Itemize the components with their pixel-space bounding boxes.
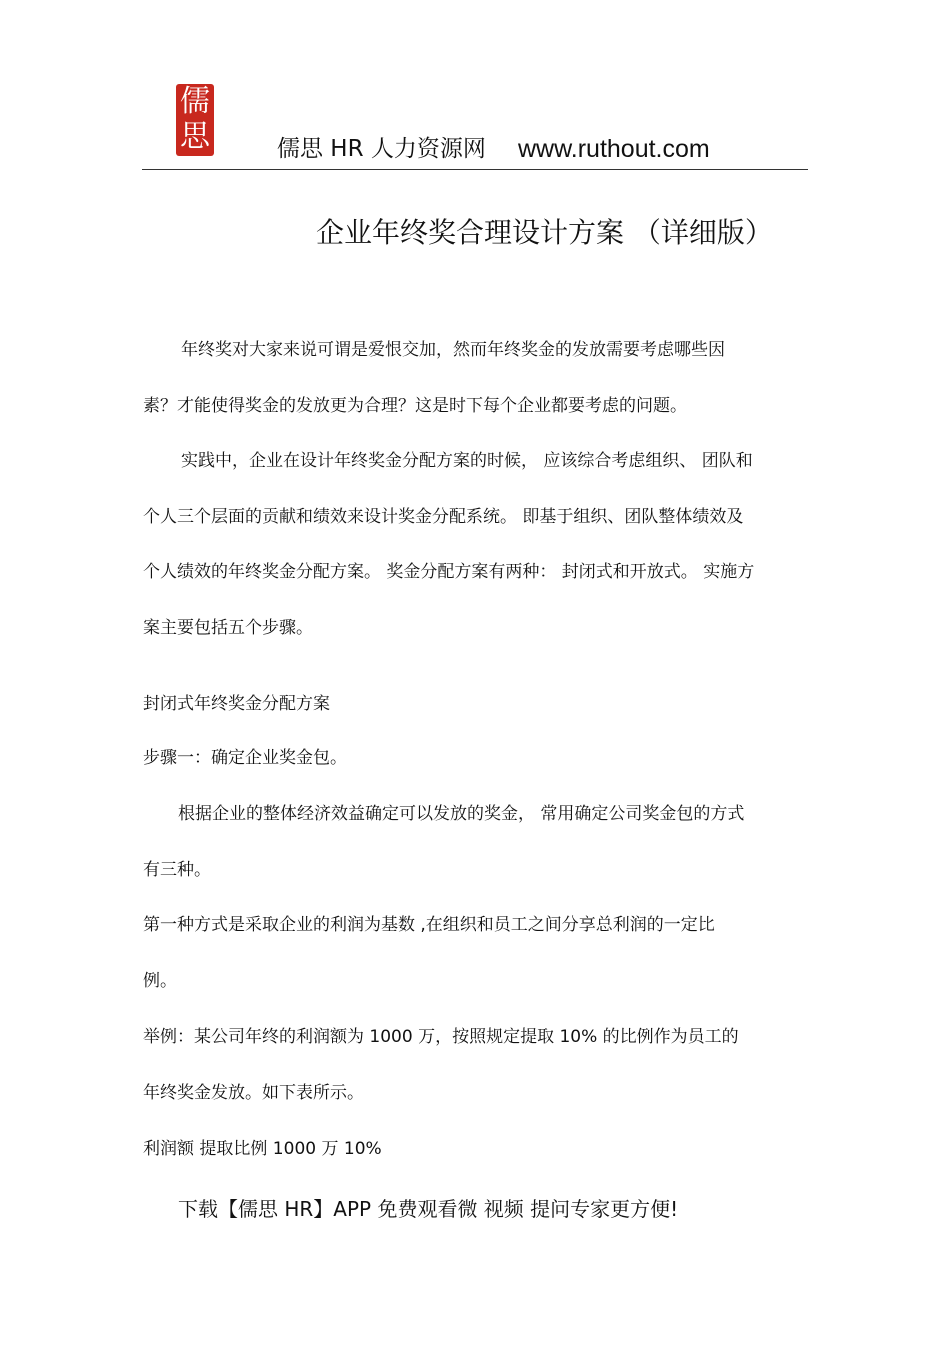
table-row: 利润额 提取比例 1000 万 10% bbox=[143, 1139, 382, 1159]
paragraph-line-1: 年终奖对大家来说可谓是爱恨交加，然而年终奖金的发放需要考虑哪些因 bbox=[181, 340, 725, 360]
paragraph-line-8: 有三种。 bbox=[143, 860, 211, 880]
header-divider bbox=[142, 169, 808, 170]
document-title: 企业年终奖合理设计方案 （详细版） bbox=[316, 216, 773, 249]
paragraph-line-3: 实践中，企业在设计年终奖金分配方案的时候， 应该综合考虑组织、 团队和 bbox=[181, 451, 753, 471]
ruthout-seal-logo bbox=[176, 84, 214, 156]
paragraph-line-10: 例。 bbox=[143, 971, 177, 991]
paragraph-line-5: 个人绩效的年终奖金分配方案。 奖金分配方案有两种： 封闭式和开放式。 实施方 bbox=[143, 562, 755, 582]
section-heading: 封闭式年终奖金分配方案 bbox=[143, 694, 330, 714]
paragraph-line-11: 举例：某公司年终的利润额为 1000 万，按照规定提取 10% 的比例作为员工的 bbox=[143, 1027, 739, 1047]
site-url[interactable]: www.ruthout.com bbox=[518, 135, 710, 163]
paragraph-line-2: 素？才能使得奖金的发放更为合理？这是时下每个企业都要考虑的问题。 bbox=[143, 396, 687, 416]
step-heading: 步骤一：确定企业奖金包。 bbox=[143, 748, 347, 768]
download-app-banner[interactable]: 下载【儒思 HR】APP 免费观看微 视频 提问专家更方便! bbox=[178, 1197, 679, 1221]
seal-char-1: 儒 bbox=[180, 84, 210, 119]
paragraph-line-9: 第一种方式是采取企业的利润为基数 ,在组织和员工之间分享总利润的一定比 bbox=[143, 915, 715, 935]
paragraph-line-7: 根据企业的整体经济效益确定可以发放的奖金， 常用确定公司奖金包的方式 bbox=[178, 804, 745, 824]
paragraph-line-12: 年终奖金发放。如下表所示。 bbox=[143, 1083, 364, 1103]
seal-char-2: 思 bbox=[180, 119, 210, 154]
site-name: 儒思 HR 人力资源网 bbox=[277, 136, 486, 162]
paragraph-line-4: 个人三个层面的贡献和绩效来设计奖金分配系统。 即基于组织、团队整体绩效及 bbox=[143, 507, 744, 527]
paragraph-line-6: 案主要包括五个步骤。 bbox=[143, 618, 313, 638]
